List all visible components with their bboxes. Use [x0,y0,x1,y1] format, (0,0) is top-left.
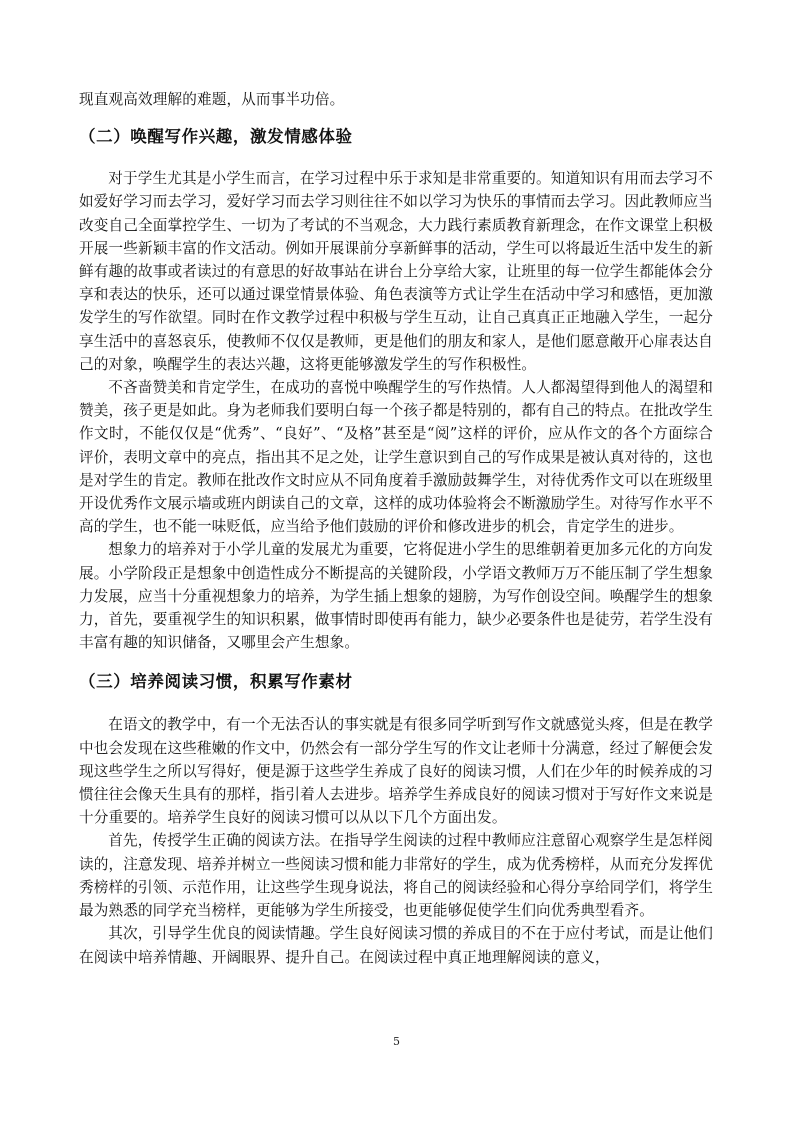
page-number: 5 [393,1035,400,1048]
section-3-paragraph-2: 首先，传授学生正确的阅读方法。在指导学生阅读的过程中教师应注意留心观察学生是怎样阅读的，注意发现、培养并树立一些阅读习惯和能力非常好的学生，成为优秀榜样，从而充分发挥优秀榜样的引领、示范作用，让这些学生现身说法，将自己的阅读经验和心得分享给同学们，将学生最为熟悉的同学充当榜样，更能够为学生所接受，也更能够促使学生们向优秀典型看齐。 [79,832,713,920]
section-3-paragraph-1: 在语文的教学中，有一个无法否认的事实就是有很多同学听到写作文就感觉头疼，但是在教学中也会发现在这些稚嫩的作文中，仍然会有一部分学生写的作文让老师十分满意，经过了解便会发现这些学生之所以写得好，便是源于这些学生养成了良好的阅读习惯，人们在少年的时候养成的习惯往往会像天生具有的那样，指引着人去进步。培养学生养成良好的阅读习惯对于写好作文来说是十分重要的。培养学生良好的阅读习惯可以从以下几个方面出发。 [79,716,713,827]
page-body [79,88,713,969]
section-2-heading: （二）唤醒写作兴趣，激发情感体验 [79,127,353,147]
section-3-paragraph-3: 其次，引导学生优良的阅读情趣。学生良好阅读习惯的养成目的不在于应付考试，而是让他们在阅读中培养情趣、开阔眼界、提升自己。在阅读过程中真正地理解阅读的意义， [79,925,713,966]
section-2-paragraph-3: 想象力的培养对于小学儿童的发展尤为重要，它将促进小学生的思维朝着更加多元化的方向发展。小学阶段正是想象中创造性成分不断提高的关键阶段，小学语文教师万万不能压制了学生想象力发展，应当十分重视想象力的培养，为学生插上想象的翅膀，为写作创设空间。唤醒学生的想象力，首先，要重视学生的知识积累，做事情时即使再有能力，缺少必要条件也是徒劳，若学生没有丰富有趣的知识储备，又哪里会产生想象。 [79,541,713,652]
section-3-heading: （三）培养阅读习惯，积累写作素材 [79,672,353,692]
section-2-paragraph-1: 对于学生尤其是小学生而言，在学习过程中乐于求知是非常重要的。知道知识有用而去学习不如爱好学习而去学习，爱好学习而去学习则往往不如以学习为快乐的事情而去学习。因此教师应当改变自己全面掌控学生、一切为了考试的不当观念，大力践行素质教育新理念，在作文课堂上积极开展一些新颖丰富的作文活动。例如开展课前分享新鲜事的活动，学生可以将最近生活中发生的新鲜有趣的故事或者读过的有意思的好故事站在讲台上分享给大家，让班里的每一位学生都能体会分享和表达的快乐，还可以通过课堂情景体验、角色表演等方式让学生在活动中学习和感悟，更加激发学生的写作欲望。同时在作文教学过程中积极与学生互动，让自己真真正正地融入学生，一起分享生活中的喜怒哀乐，使教师不仅仅是教师，更是他们的朋友和家人，是他们愿意敞开心扉表达自己的对象，唤醒学生的表达兴趣，这将更能够激发学生的写作积极性。 [79,170,713,373]
section-2-paragraph-2: 不吝啬赞美和肯定学生，在成功的喜悦中唤醒学生的写作热情。人人都渴望得到他人的渴望和赞美，孩子更是如此。身为老师我们要明白每一个孩子都是特别的，都有自己的特点。在批改学生作文时，不能仅仅是“优秀”、“良好”、“及格”甚至是“阅”这样的评价，应从作文的各个方面综合评价，表明文章中的亮点，指出其不足之处，让学生意识到自己的写作成果是被认真对待的，这也是对学生的肯定。教师在批改作文时应从不同角度着手激励鼓舞学生，对待优秀作文可以在班级里开设优秀作文展示墙或班内朗读自己的文章，这样的成功体验将会不断激励学生。对待写作水平不高的学生，也不能一味贬低，应当给予他们鼓励的评价和修改进步的机会，肯定学生的进步。 [79,379,713,536]
intro-line: 现直观高效理解的难题，从而事半功倍。 [79,91,345,108]
